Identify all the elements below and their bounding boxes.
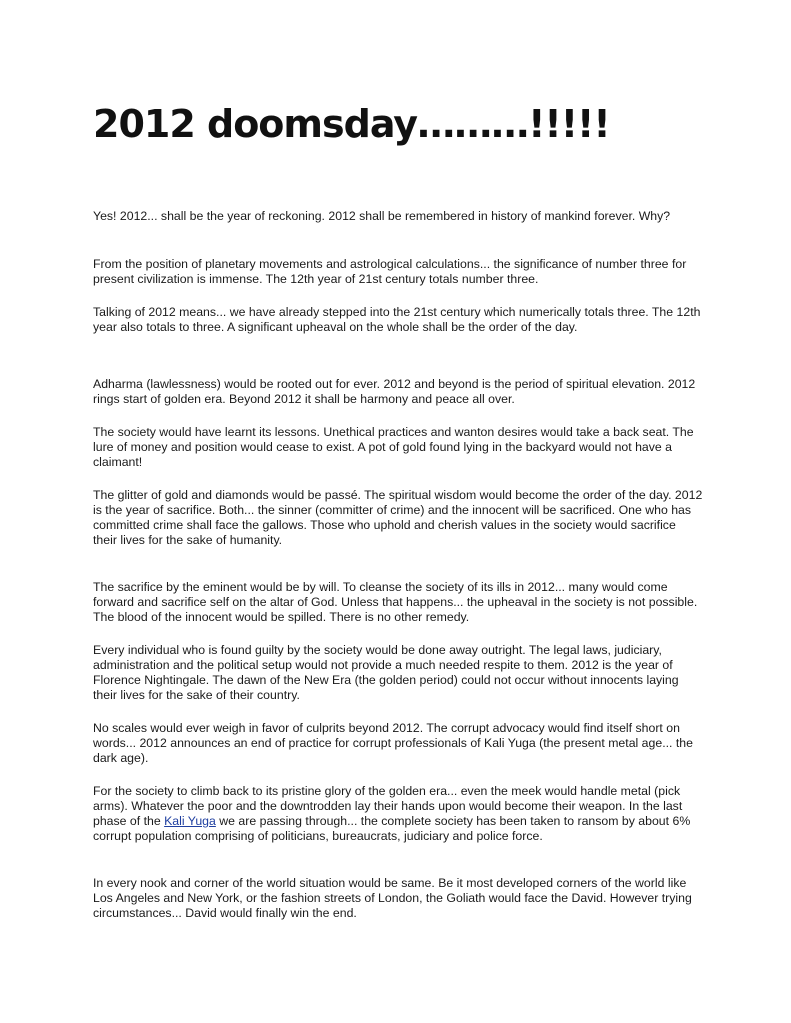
paragraph-with-link: [93, 784, 703, 844]
paragraph-text: For the society to climb back to its pristine glory of the golden era... even the meek would handle metal (pick arms). Whatever the poor and the downtrodden lay their hands upon would become their weapon. In the last phase of the: [93, 784, 683, 828]
kali-yuga-link[interactable]: Kali Yuga: [164, 814, 216, 828]
paragraph: The sacrifice by the eminent would be by will. To cleanse the society of its ills in 2012... many would come forward and sacrifice self on the altar of God. Unless that happens... the upheaval in the society is not possible. The blood of the innocent would be spilled. There is no other remedy.: [93, 580, 698, 624]
paragraph: Adharma (lawlessness) would be rooted out for ever. 2012 and beyond is the period of spiritual elevation. 2012 rings start of golden era. Beyond 2012 it shall be harmony and peace all over.: [93, 377, 696, 406]
paragraph: Yes! 2012... shall be the year of reckoning. 2012 shall be remembered in history of mankind forever. Why?: [93, 209, 671, 223]
paragraph: From the position of planetary movements and astrological calculations... the significance of number three for present civilization is immense. The 12th year of 21st century totals number three.: [93, 257, 687, 286]
paragraph: Every individual who is found guilty by the society would be done away outright. The legal laws, judiciary, administration and the political setup would not provide a much needed respite to them. 2012 is the year of Florence Nightingale. The dawn of the New Era (the golden period) could not occur without innocents laying their lives for the sake of their country.: [93, 643, 679, 702]
document-title: 2012 doomsday………!!!!!: [93, 102, 610, 146]
paragraph: The glitter of gold and diamonds would be passé. The spiritual wisdom would become the order of the day. 2012 is the year of sacrifice. Both... the sinner (committer of crime) and the innocent will be sacrificed. One who has committed crime shall face the gallows. Those who uphold and cherish values in the society would sacrifice their lives for the sake of humanity.: [93, 488, 703, 547]
paragraph: The society would have learnt its lessons. Unethical practices and wanton desires would take a back seat. The lure of money and position would cease to exist. A pot of gold found lying in the backyard would not have a claimant!: [93, 425, 694, 469]
paragraph: No scales would ever weigh in favor of culprits beyond 2012. The corrupt advocacy would find itself short on words... 2012 announces an end of practice for corrupt professionals of Kali Yuga (the present metal age... the dark age).: [93, 721, 693, 765]
paragraph-text: we are passing through... the complete society has been taken to ransom by about 6% corrupt population comprising of politicians, bureaucrats, judiciary and police force.: [93, 814, 691, 843]
paragraph: Talking of 2012 means... we have already stepped into the 21st century which numerically totals three. The 12th year also totals to three. A significant upheaval on the whole shall be the order of the day.: [93, 305, 701, 334]
paragraph: In every nook and corner of the world situation would be same. Be it most developed corners of the world like Los Angeles and New York, or the fashion streets of London, the Goliath would face the David. However trying circumstances... David would finally win the end.: [93, 876, 692, 920]
